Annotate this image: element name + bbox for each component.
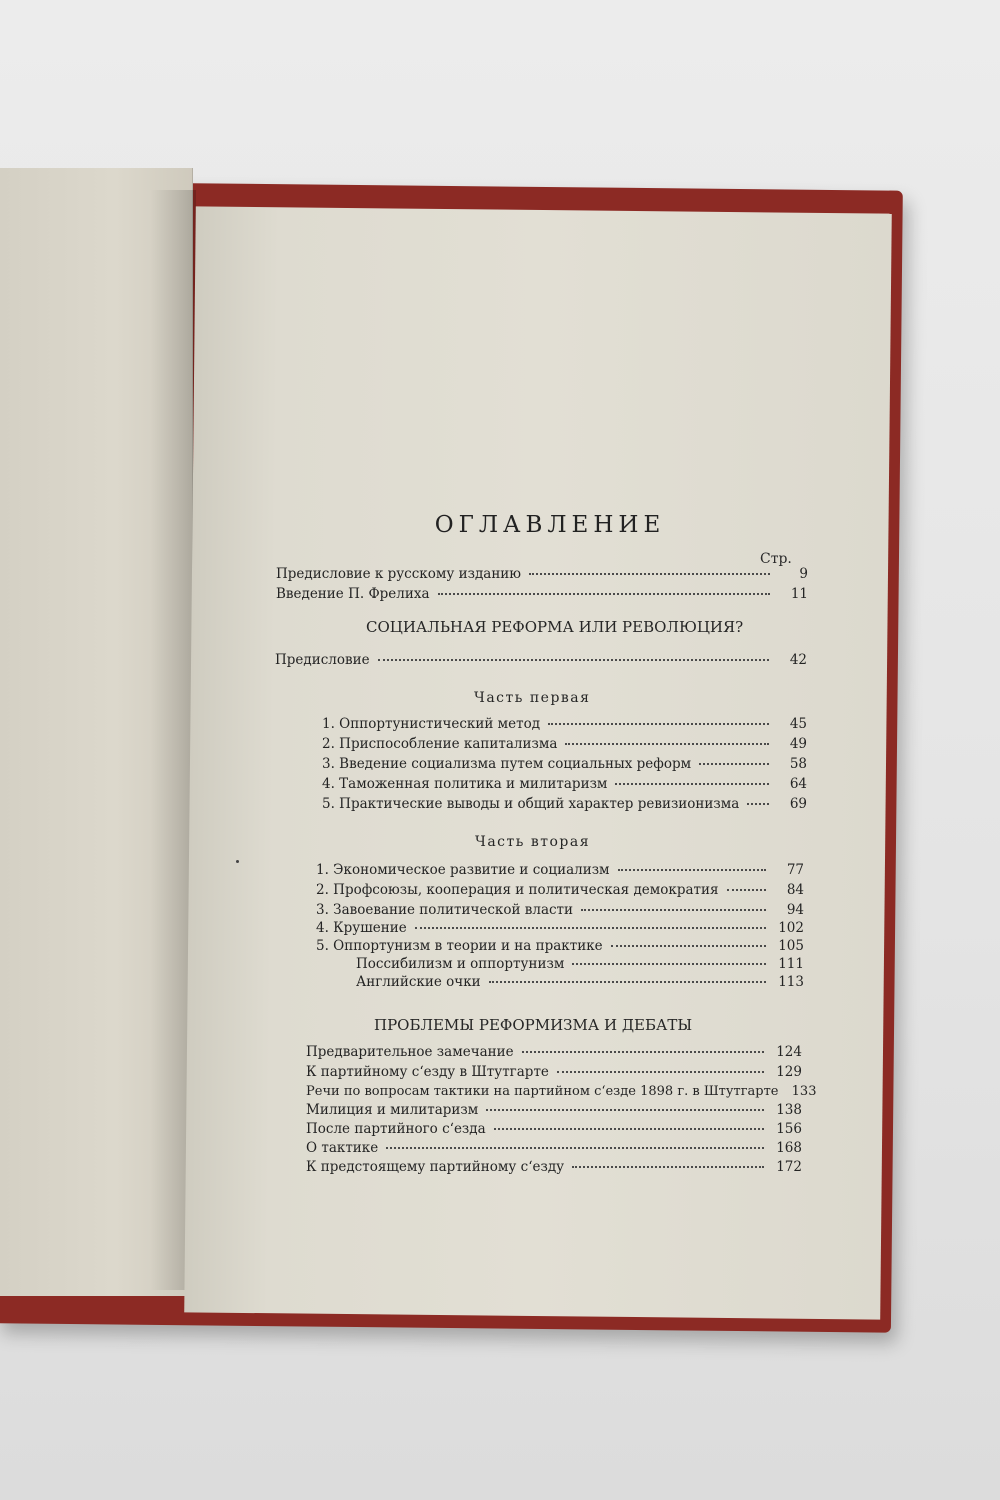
toc-row	[316, 902, 804, 921]
toc-row	[276, 566, 808, 585]
leader-dots	[529, 572, 770, 575]
toc-entry-label: 1. Экономическое развитие и социализм	[316, 862, 610, 878]
toc-entry-label: Английские очки	[356, 974, 481, 990]
toc-row	[322, 776, 807, 795]
toc-entry-label: 3. Введение социализма путем социальных реформ	[322, 756, 692, 772]
toc-row	[322, 796, 807, 815]
toc-entry-page: 94	[786, 902, 804, 918]
leader-dots	[581, 908, 766, 911]
toc-entry-label: Предисловие	[275, 652, 370, 668]
toc-row	[306, 1140, 802, 1159]
toc-row	[306, 1044, 802, 1063]
section-heading: ПРОБЛЕМЫ РЕФОРМИЗМА И ДЕБАТЫ	[374, 1016, 693, 1034]
toc-row	[322, 756, 807, 775]
toc-entry-page: 138	[776, 1102, 802, 1118]
toc-row	[316, 938, 804, 957]
toc-row	[306, 1102, 802, 1121]
leader-dots	[615, 782, 769, 785]
toc-entry-label: 5. Оппортунизм в теории и на практике	[316, 938, 603, 954]
leader-dots	[489, 980, 766, 983]
toc-entry-label: К предстоящему партийному с‘езду	[306, 1159, 565, 1175]
toc-entry-page: 133	[791, 1084, 817, 1099]
leader-dots	[699, 762, 769, 765]
leader-dots	[611, 944, 766, 947]
toc-entry-label: 2. Приспособление капитализма	[322, 736, 558, 752]
toc-entry-label: После партийного с‘езда	[306, 1121, 486, 1137]
toc-row	[356, 956, 804, 975]
section-heading: СОЦИАЛЬНАЯ РЕФОРМА ИЛИ РЕВОЛЮЦИЯ?	[366, 618, 744, 636]
toc-entry-page: 84	[786, 882, 804, 898]
toc-entry-label: Введение П. Фрелиха	[276, 586, 430, 602]
toc-row	[316, 920, 804, 939]
part-heading: Часть вторая	[475, 834, 591, 850]
toc-entry-label: 3. Завоевание политической власти	[316, 902, 574, 918]
toc-entry-label: Предварительное замечание	[306, 1044, 514, 1060]
leader-dots	[494, 1127, 764, 1130]
toc-entry-label: 4. Таможенная политика и милитаризм	[322, 776, 608, 792]
toc-entry-label: 1. Оппортунистический метод	[322, 716, 541, 732]
toc-entry-label: Поссибилизм и оппортунизм	[356, 956, 565, 972]
leader-dots	[565, 742, 769, 745]
page-column-label: Стр.	[760, 551, 792, 567]
toc-entry-page: 129	[776, 1064, 802, 1080]
toc-entry-page: 102	[778, 920, 804, 936]
toc-entry-label: Речи по вопросам тактики на партийном с‘езде 1898 г. в Штутгарте	[306, 1084, 779, 1099]
toc-entry-label: 5. Практические выводы и общий характер ревизионизма	[322, 796, 740, 812]
toc-row	[322, 716, 807, 735]
leader-dots	[557, 1070, 764, 1073]
toc-entry-label: О тактике	[306, 1140, 379, 1156]
toc-entry-page: 58	[789, 756, 807, 772]
toc-row	[306, 1064, 802, 1083]
toc-entry-page: 124	[776, 1044, 802, 1060]
leader-dots	[727, 888, 766, 891]
leader-dots	[548, 722, 769, 725]
toc-row	[322, 736, 807, 755]
leader-dots	[572, 962, 766, 965]
toc-entry-page: 156	[776, 1121, 802, 1137]
toc-entry-page: 11	[790, 586, 808, 602]
toc-row	[316, 862, 804, 881]
leader-dots	[618, 868, 766, 871]
leader-dots	[747, 802, 769, 805]
toc-entry-label: 4. Крушение	[316, 920, 407, 936]
toc-row	[356, 974, 804, 993]
toc-entry-label: Милиция и милитаризм	[306, 1102, 479, 1118]
toc-entry-label: Предисловие к русскому изданию	[276, 566, 522, 582]
toc-row	[306, 1159, 802, 1178]
toc-entry-label: К партийному с‘езду в Штутгарте	[306, 1064, 549, 1080]
leader-dots	[486, 1108, 764, 1111]
toc-entry-page: 105	[778, 938, 804, 954]
toc-entry-page: 42	[789, 652, 807, 668]
toc-row	[276, 586, 808, 605]
toc-row	[306, 1084, 817, 1103]
leader-dots	[386, 1146, 764, 1149]
toc-entry-page: 172	[776, 1159, 802, 1175]
toc-entry-page: 113	[778, 974, 804, 990]
toc-row	[306, 1121, 802, 1140]
toc-title: ОГЛАВЛЕНИЕ	[434, 512, 666, 538]
part-heading: Часть первая	[474, 690, 591, 706]
toc-row	[316, 882, 804, 901]
leader-dots	[438, 592, 770, 595]
toc-entry-page: 111	[778, 956, 804, 972]
leader-dots	[415, 926, 766, 929]
leader-dots	[378, 658, 769, 661]
leader-dots	[522, 1050, 764, 1053]
leader-dots	[572, 1165, 764, 1168]
toc-entry-page: 69	[789, 796, 807, 812]
toc-entry-page: 45	[789, 716, 807, 732]
toc-entry-page: 64	[789, 776, 807, 792]
toc-entry-label: 2. Профсоюзы, кооперация и политическая демократия	[316, 882, 719, 898]
toc-entry-page: 77	[786, 862, 804, 878]
toc-entry-page: 168	[776, 1140, 802, 1156]
toc-entry-page: 9	[799, 566, 808, 582]
toc-entry-page: 49	[789, 736, 807, 752]
toc-row	[275, 652, 807, 671]
page-speck	[236, 860, 239, 863]
